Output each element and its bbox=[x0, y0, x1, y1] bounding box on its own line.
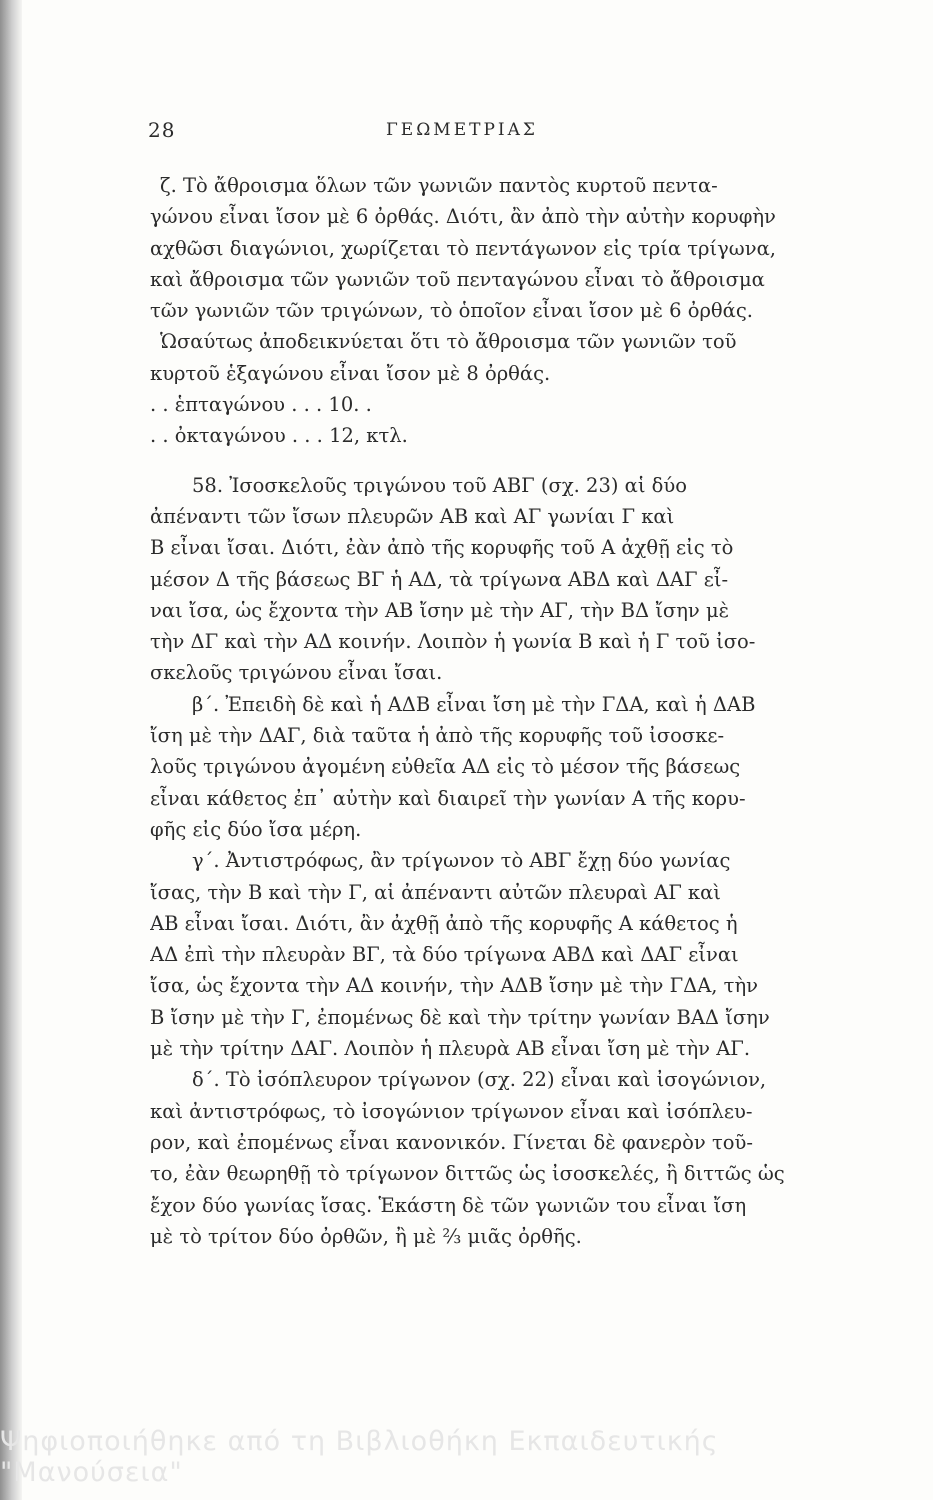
library-watermark: Ψηφιοποιήθηκε από τη Βιβλιοθήκη Εκπαιδευτικής "Μανούσεια" bbox=[0, 1426, 719, 1488]
text-line: Β ἴσην μὲ τὴν Γ, ἐπομένως δὲ καὶ τὴν τρίτην γωνίαν ΒΑΔ ἴσην bbox=[150, 1005, 770, 1029]
text-line: ἔχον δύο γωνίας ἴσας. Ἑκάστη δὲ τῶν γωνιῶν του εἶναι ἴση bbox=[150, 1193, 747, 1217]
text-line: ρον, καὶ ἐπομένως εἶναι κανονικόν. Γίνεται δὲ φανερὸν τοῦ- bbox=[150, 1130, 753, 1154]
text-line: ναι ἴσα, ὡς ἔχοντα τὴν ΑΒ ἴσην μὲ τὴν ΑΓ, τὴν ΒΔ ἴσην μὲ bbox=[150, 598, 730, 622]
running-head: ΓΕΩΜΕΤΡΙΑΣ bbox=[386, 120, 538, 140]
text-line: . . ὀκταγώνου . . . 12, κτλ. bbox=[150, 424, 408, 448]
text-line: ζ. Τὸ ἄθροισμα ὅλων τῶν γωνιῶν παντὸς κυρτοῦ πεντα- bbox=[160, 174, 718, 197]
text-line: 58. Ἰσοσκελοῦς τριγώνου τοῦ ΑΒΓ (σχ. 23) αἱ δύο bbox=[192, 473, 688, 497]
text-line: Β εἶναι ἴσαι. Διότι, ἐὰν ἀπὸ τῆς κορυφῆς τοῦ Α ἀχθῇ εἰς τὸ bbox=[150, 536, 734, 560]
text-line: λοῦς τριγώνου ἀγομένη εὐθεῖα ΑΔ εἰς τὸ μέσον τῆς βάσεως bbox=[150, 755, 741, 779]
text-line: καὶ ἀντιστρόφως, τὸ ἰσογώνιον τρίγωνον εἶναι καὶ ἰσόπλευ- bbox=[150, 1099, 753, 1123]
text-line: β΄. Ἐπειδὴ δὲ καὶ ἡ ΑΔΒ εἶναι ἴση μὲ τὴν ΓΔΑ, καὶ ἡ ΔΑΒ bbox=[192, 692, 756, 716]
text-line: δ΄. Τὸ ἰσόπλευρον τρίγωνον (σχ. 22) εἶναι καὶ ἰσογώνιον, bbox=[192, 1068, 767, 1092]
text-line: μέσον Δ τῆς βάσεως ΒΓ ἡ ΑΔ, τὰ τρίγωνα ΑΒΔ καὶ ΔΑΓ εἶ- bbox=[150, 567, 729, 591]
text-line: . . ἑπταγώνου . . . 10. . bbox=[150, 393, 372, 417]
text-line: σκελοῦς τριγώνου εἶναι ἴσαι. bbox=[150, 661, 443, 685]
body-text bbox=[150, 170, 826, 1252]
text-line: φῆς εἰς δύο ἴσα μέρη. bbox=[150, 817, 362, 841]
page-number: 28 bbox=[148, 118, 176, 142]
text-line: Ὡσαύτως ἀποδεικνύεται ὅτι τὸ ἄθροισμα τῶν γωνιῶν τοῦ bbox=[160, 330, 737, 354]
text-line: καὶ ἄθροισμα τῶν γωνιῶν τοῦ πενταγώνου εἶναι τὸ ἄθροισμα bbox=[150, 267, 765, 291]
text-line: ἀπέναντι τῶν ἴσων πλευρῶν ΑΒ καὶ ΑΓ γωνίαι Γ καὶ bbox=[150, 504, 675, 528]
page-header bbox=[148, 118, 848, 148]
text-line: κυρτοῦ ἑξαγώνου εἶναι ἴσον μὲ 8 ὀρθάς. bbox=[150, 361, 551, 385]
text-line: μὲ τὴν τρίτην ΔΑΓ. Λοιπὸν ἡ πλευρὰ ΑΒ εἶναι ἴση μὲ τὴν ΑΓ. bbox=[150, 1037, 751, 1061]
text-line: το, ἐὰν θεωρηθῇ τὸ τρίγωνον διττῶς ὡς ἰσοσκελές, ἢ διττῶς ὡς bbox=[150, 1162, 785, 1186]
text-line: ΑΒ εἶναι ἴσαι. Διότι, ἂν ἀχθῇ ἀπὸ τῆς κορυφῆς Α κάθετος ἡ bbox=[150, 911, 738, 935]
text-line: τῶν γωνιῶν τῶν τριγώνων, τὸ ὁποῖον εἶναι ἴσον μὲ 6 ὀρθάς. bbox=[150, 299, 753, 323]
text-line: ἴσα, ὡς ἔχοντα τὴν ΑΔ κοινήν, τὴν ΑΔΒ ἴσην μὲ τὴν ΓΔΑ, τὴν bbox=[150, 974, 759, 998]
page-spine-shadow bbox=[0, 0, 22, 1500]
text-line: αχθῶσι διαγώνιοι, χωρίζεται τὸ πεντάγωνον εἰς τρία τρίγωνα, bbox=[150, 236, 776, 260]
text-line: τὴν ΔΓ καὶ τὴν ΑΔ κοινήν. Λοιπὸν ἡ γωνία Β καὶ ἡ Γ τοῦ ἰσο- bbox=[150, 630, 756, 654]
text-line: γώνου εἶναι ἴσον μὲ 6 ὀρθάς. Διότι, ἂν ἀπὸ τὴν αὐτὴν κορυφὴν bbox=[150, 205, 776, 229]
text-line: μὲ τὸ τρίτον δύο ὀρθῶν, ἢ μὲ ⅔ μιᾶς ὀρθῆς. bbox=[150, 1224, 582, 1248]
text-line: ἴσας, τὴν Β καὶ τὴν Γ, αἱ ἀπέναντι αὐτῶν πλευραὶ ΑΓ καὶ bbox=[150, 880, 721, 904]
text-line: ΑΔ ἐπὶ τὴν πλευρὰν ΒΓ, τὰ δύο τρίγωνα ΑΒΔ καὶ ΔΑΓ εἶναι bbox=[150, 943, 739, 967]
text-line: ἴση μὲ τὴν ΔΑΓ, διὰ ταῦτα ἡ ἀπὸ τῆς κορυφῆς τοῦ ἰσοσκε- bbox=[150, 724, 725, 748]
text-line: γ΄. Ἀντιστρόφως, ἂν τρίγωνον τὸ ΑΒΓ ἔχῃ δύο γωνίας bbox=[192, 849, 731, 873]
paragraph-gap bbox=[150, 452, 826, 470]
text-line: εἶναι κάθετος ἐπ᾽ αὐτὴν καὶ διαιρεῖ τὴν γωνίαν Α τῆς κορυ- bbox=[150, 786, 746, 810]
